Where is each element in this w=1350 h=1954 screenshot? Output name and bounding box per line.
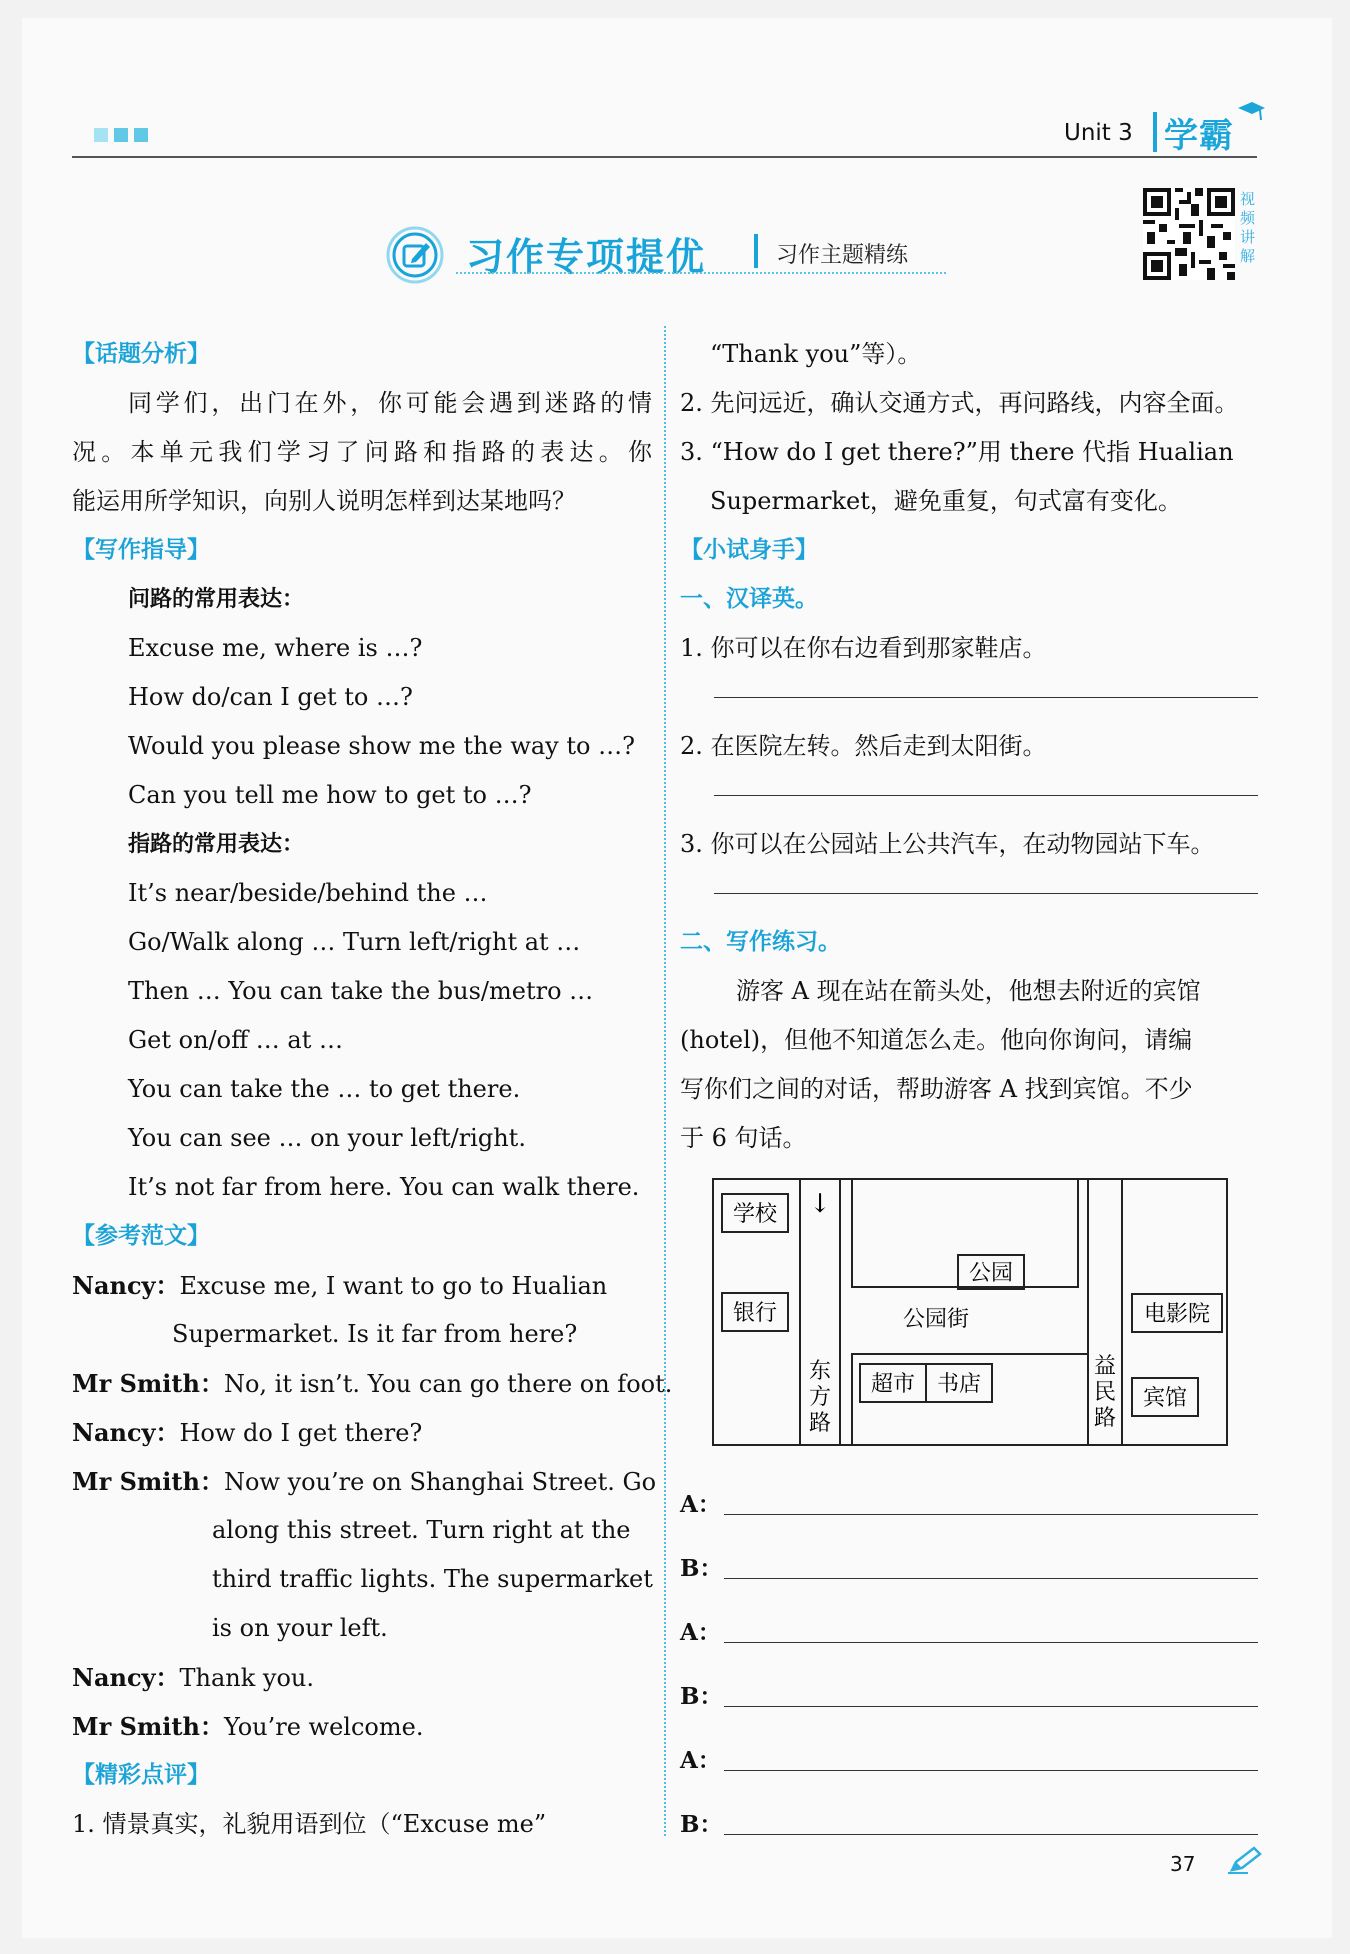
ask-expression: How do/can I get to …? [128, 683, 413, 711]
map-bookstore-label: 书店 [936, 1372, 982, 1397]
dialogue-line [72, 1653, 652, 1702]
map-bank-label: 银行 [732, 1301, 778, 1326]
answer-line[interactable] [680, 869, 1258, 918]
page-number: 37 [1170, 1852, 1196, 1876]
graduation-cap-icon [1236, 100, 1266, 122]
ask-expression: Would you please show me the way to …? [128, 732, 635, 760]
qr-caption: 视频讲解 [1240, 190, 1256, 265]
translate-question: 2. 在医院左转。然后走到太阳街。 [680, 732, 1047, 760]
dialogue-text: Now you’re on Shanghai Street. Go [223, 1468, 657, 1496]
title-separator [754, 234, 758, 268]
answer-rule [724, 1770, 1258, 1771]
map-park-label: 公园 [968, 1261, 1014, 1286]
dialogue-text: third traffic lights. The supermarket [212, 1565, 653, 1593]
answer-rule [724, 1578, 1258, 1579]
dialogue-text: You’re welcome. [223, 1713, 424, 1741]
header-rule [72, 156, 1257, 158]
dialogue-answer-line[interactable] [680, 1678, 1258, 1718]
map-hotel-label: 宾馆 [1142, 1386, 1188, 1411]
topic-line: 能运用所学知识，向别人说明怎样到达某地吗？ [72, 487, 576, 515]
dialogue-answer-line[interactable] [680, 1486, 1258, 1526]
map-park-street-label: 公园街 [902, 1307, 970, 1332]
dialogue-answer-line[interactable] [680, 1550, 1258, 1590]
yimin-char: 民 [1093, 1380, 1117, 1405]
ask-heading: 问路的常用表达： [128, 587, 305, 612]
dialogue-line [72, 1457, 657, 1506]
speaker-label: Nancy： [72, 1418, 180, 1447]
dialogue-answer-line[interactable] [680, 1614, 1258, 1654]
dialogue-answer-line[interactable] [680, 1806, 1258, 1846]
answer-rule [724, 1706, 1258, 1707]
dialogue-line [72, 1408, 652, 1457]
comment-line: 1. 情景真实，礼貌用语到位（“Excuse me” [72, 1810, 547, 1838]
dialogue-text: How do I get there? [179, 1419, 423, 1447]
comment-line: “Thank you”等）。 [710, 340, 922, 368]
brand-bar [1153, 112, 1157, 152]
answer-line[interactable] [680, 673, 1258, 722]
speaker-label: Mr Smith： [72, 1712, 224, 1741]
yimin-char: 益 [1093, 1354, 1117, 1379]
page-subtitle: 习作主题精练 [776, 243, 909, 268]
task-line: 写你们之间的对话，帮助游客 A 找到宾馆。不少 [680, 1075, 1193, 1103]
map-supermarket-label: 超市 [870, 1372, 916, 1397]
translate-question: 3. 你可以在公园站上公共汽车，在动物园站下车。 [680, 830, 1215, 858]
speaker-label: B： [680, 1811, 723, 1838]
page-title: 习作专项提优 [466, 235, 707, 279]
task-line: 游客 A 现在站在箭头处，他想去附近的宾馆 [736, 977, 1201, 1005]
practice-heading: 【小试身手】 [680, 537, 818, 563]
give-expression: It’s near/beside/behind the … [128, 879, 488, 907]
speaker-label: B： [680, 1555, 723, 1582]
brand-logo: 学霸 [1164, 116, 1234, 156]
dialogue-text: No, it isn’t. You can go there on foot. [223, 1370, 673, 1398]
task-line: 于 6 句话。 [680, 1124, 807, 1152]
pencil-edit-icon [386, 226, 444, 284]
topic-line: 同学们，出门在外，你可能会遇到迷路的情 [128, 389, 652, 417]
speaker-label: B： [680, 1683, 723, 1710]
answer-rule [724, 1834, 1258, 1835]
map-cinema-label: 电影院 [1143, 1302, 1211, 1327]
topic-heading: 【话题分析】 [72, 341, 210, 367]
street-map [712, 1178, 1228, 1446]
map-yimin-road-label [1094, 1354, 1116, 1431]
speaker-label: A： [680, 1747, 721, 1774]
qr-code-icon[interactable] [1143, 188, 1235, 280]
answer-rule [724, 1514, 1258, 1515]
give-expression: Go/Walk along … Turn left/right at … [128, 928, 581, 956]
speaker-label: Mr Smith： [72, 1467, 224, 1496]
speaker-label: Nancy： [72, 1663, 180, 1692]
give-expression: Get on/off … at … [128, 1026, 343, 1054]
speaker-label: Nancy： [72, 1271, 180, 1300]
give-expression: It’s not far from here. You can walk there. [128, 1173, 640, 1201]
speaker-label: Mr Smith： [72, 1369, 224, 1398]
comment-heading: 【精彩点评】 [72, 1762, 210, 1788]
speaker-label: A： [680, 1619, 721, 1646]
ask-expression: Can you tell me how to get to …? [128, 781, 532, 809]
map-school-label: 学校 [732, 1202, 778, 1227]
give-expression: You can take the … to get there. [128, 1075, 521, 1103]
give-expression: Then … You can take the bus/metro … [128, 977, 594, 1005]
dialogue-text: Thank you. [179, 1664, 314, 1692]
task-line: (hotel)，但他不知道怎么走。他向你询问，请编 [680, 1026, 1193, 1054]
yimin-char: 路 [1093, 1406, 1117, 1431]
give-heading: 指路的常用表达： [128, 832, 305, 857]
part1-heading: 一、汉译英。 [680, 586, 818, 612]
give-expression: You can see … on your left/right. [128, 1124, 526, 1152]
column-divider [664, 326, 666, 1836]
answer-rule [724, 1642, 1258, 1643]
guide-heading: 【写作指导】 [72, 537, 210, 563]
dongfang-char: 方 [808, 1385, 832, 1410]
dialogue-text: is on your left. [212, 1614, 388, 1642]
ask-expression: Excuse me, where is …? [128, 634, 423, 662]
sample-heading: 【参考范文】 [72, 1223, 210, 1249]
left-column [72, 330, 673, 1849]
part2-heading: 二、写作练习。 [680, 929, 841, 955]
header-decoration [94, 128, 148, 142]
map-arrow: ↓ [809, 1189, 831, 1219]
comment-line: Supermarket，避免重复，句式富有变化。 [710, 487, 1182, 515]
dialogue-text: Excuse me, I want to go to Hualian [179, 1272, 608, 1300]
dialogue-answer-line[interactable] [680, 1742, 1258, 1782]
answer-line[interactable] [680, 771, 1258, 820]
translate-question: 1. 你可以在你右边看到那家鞋店。 [680, 634, 1047, 662]
dialogue-text: Supermarket. Is it far from here? [172, 1320, 578, 1348]
dialogue-line [72, 1702, 652, 1751]
pencil-icon [1228, 1846, 1262, 1874]
comment-line: 3. “How do I get there?”用 there 代指 Hualian [680, 438, 1234, 466]
dialogue-text: along this street. Turn right at the [212, 1516, 631, 1544]
dongfang-char: 东 [808, 1359, 832, 1384]
speaker-label: A： [680, 1491, 721, 1518]
right-column [680, 330, 1258, 1163]
title-underline [456, 272, 946, 274]
map-dongfang-road-label [809, 1359, 831, 1436]
dialogue-line [72, 1261, 652, 1310]
dongfang-char: 路 [808, 1411, 832, 1436]
dialogue-line [72, 1359, 673, 1408]
comment-line: 2. 先问远近，确认交通方式，再问路线，内容全面。 [680, 389, 1239, 417]
topic-line: 况。本单元我们学习了问路和指路的表达。你 [72, 438, 652, 466]
unit-label: Unit 3 [1064, 120, 1133, 146]
